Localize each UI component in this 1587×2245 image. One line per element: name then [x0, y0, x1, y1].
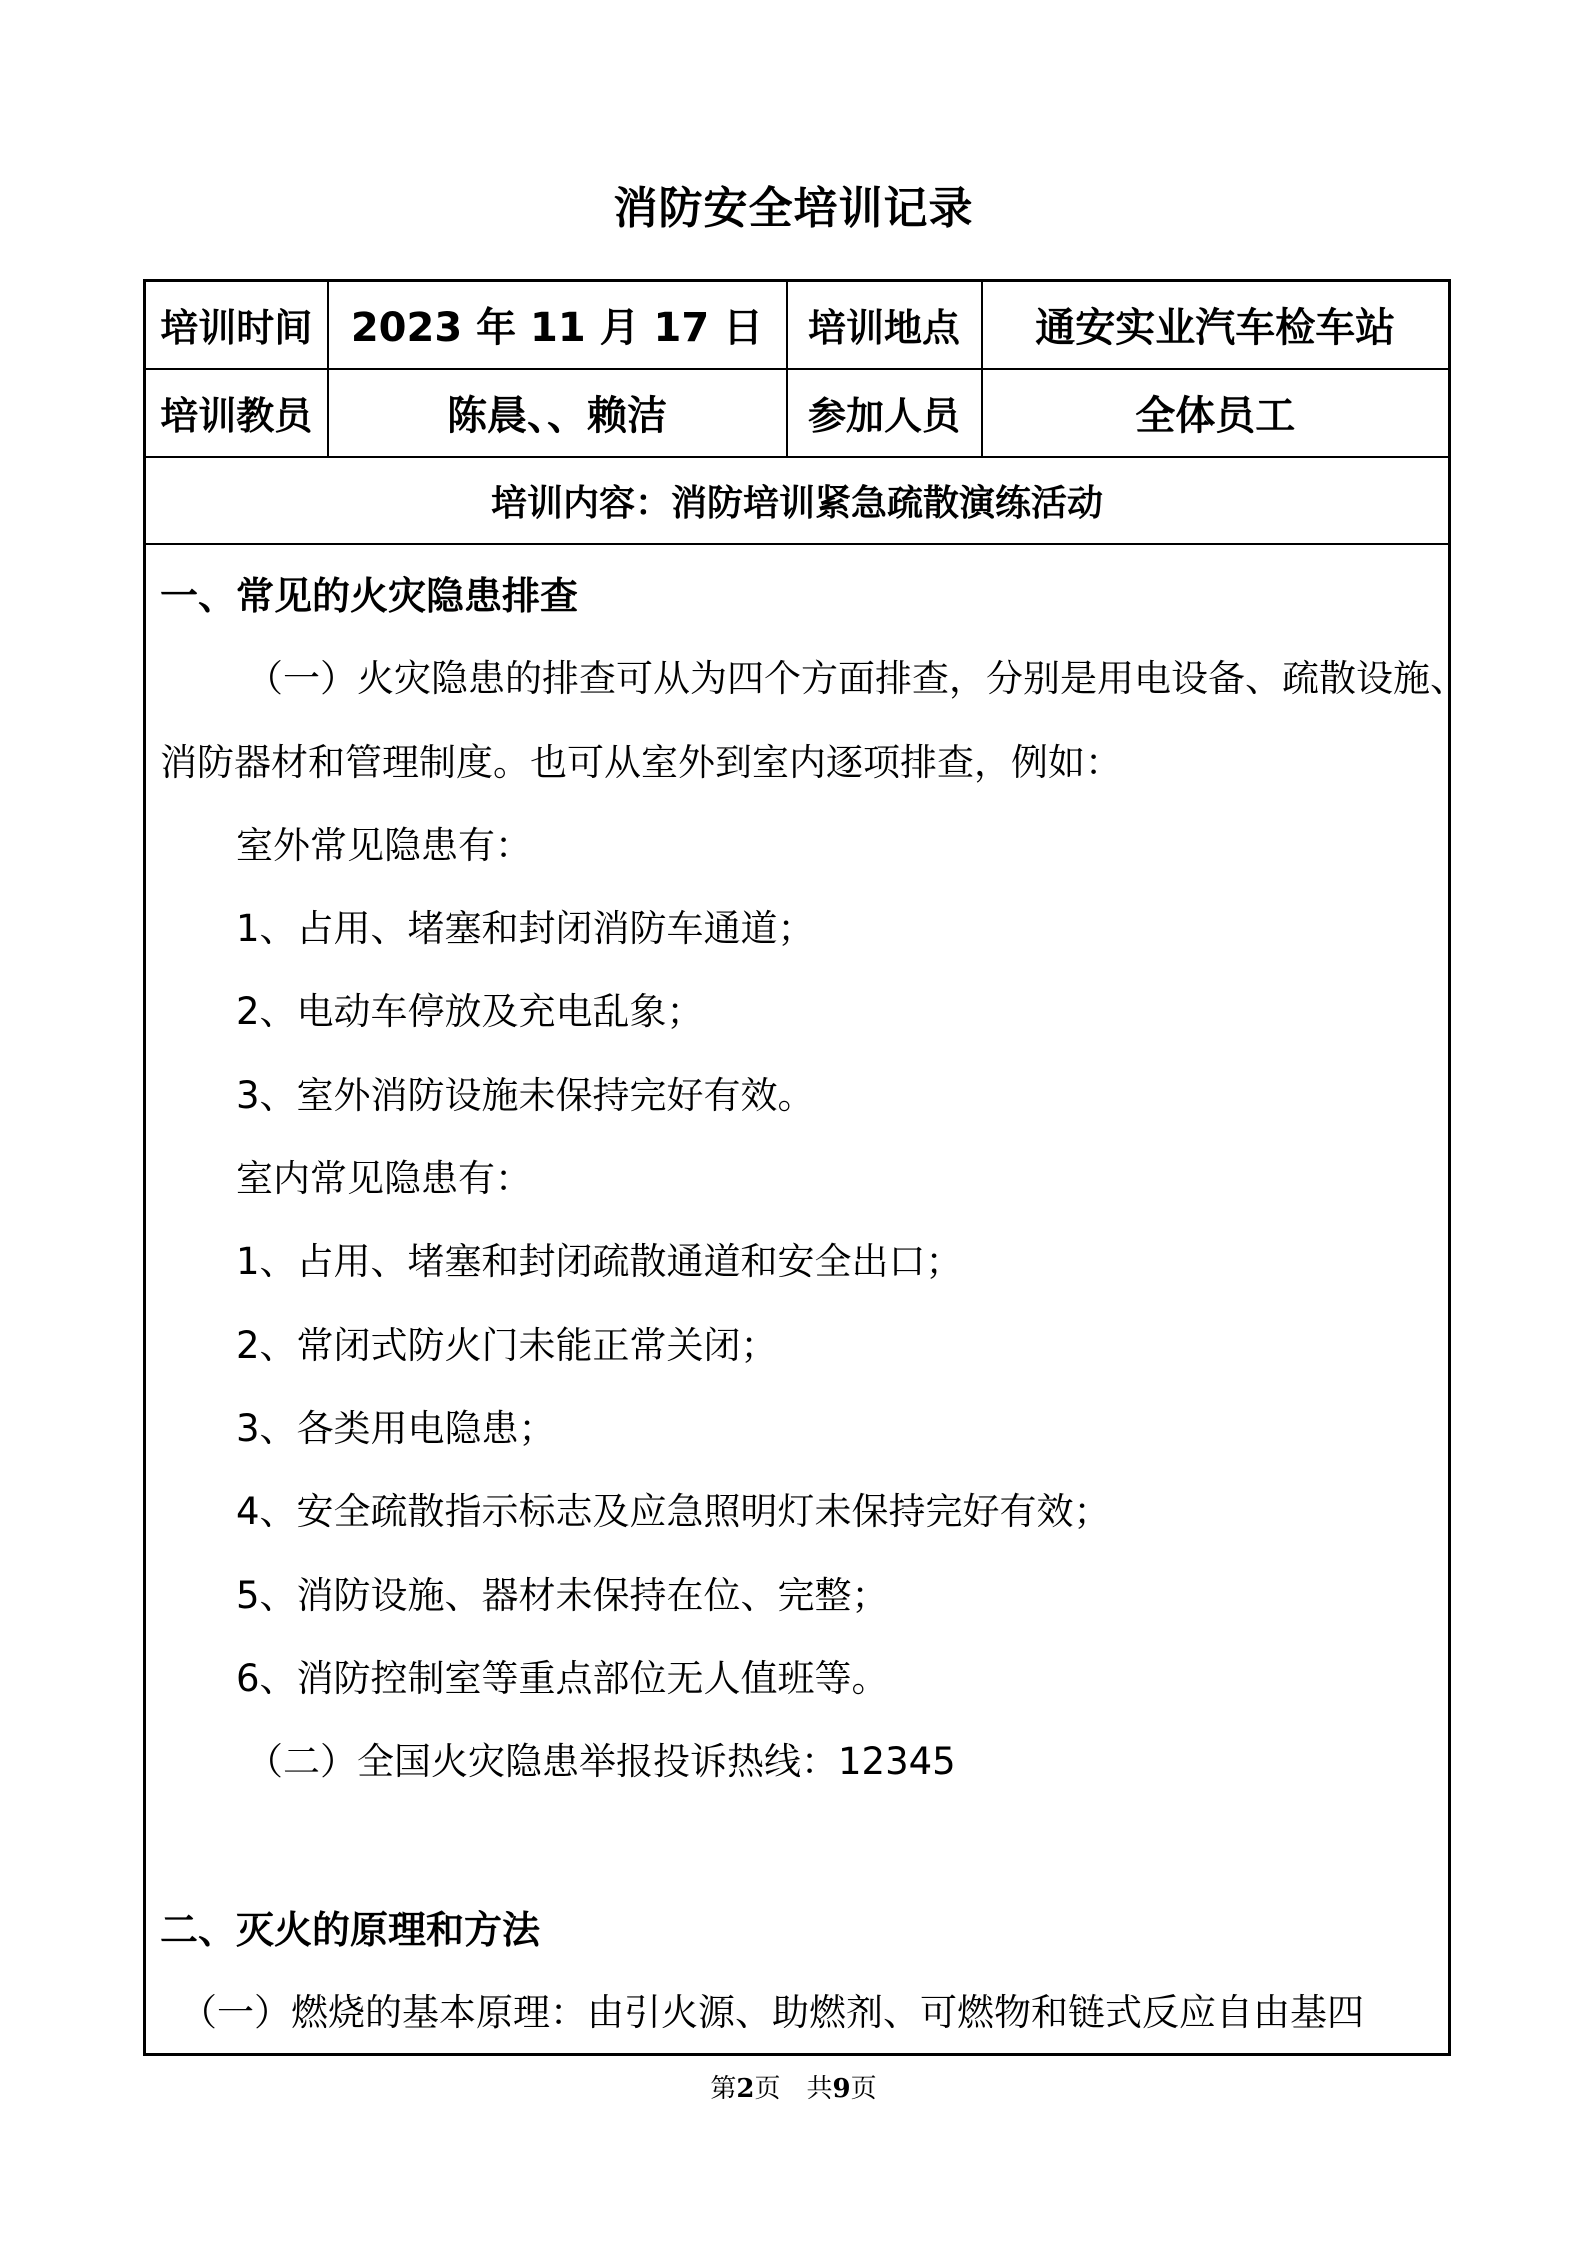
trainer-value: 陈晨、、赖洁	[328, 369, 787, 457]
indoor-item: 4、安全疏散指示标志及应急照明灯未保持完好有效；	[236, 1489, 1111, 1533]
indoor-item: 5、消防设施、器材未保持在位、完整；	[236, 1573, 889, 1617]
section1-heading: 一、常见的火灾隐患排查	[160, 573, 579, 618]
outdoor-item: 1、占用、堵塞和封闭消防车通道；	[236, 906, 815, 950]
s1-paragraph-line2: 消防器材和管理制度。也可从室外到室内逐项排查，例如：	[160, 740, 1122, 784]
header-row-trainer-participants	[145, 369, 1450, 457]
trainer-label: 培训教员	[145, 369, 328, 457]
indoor-item: 3、各类用电隐患；	[236, 1406, 556, 1450]
indoor-item: 1、占用、堵塞和封闭疏散通道和安全出口；	[236, 1239, 963, 1283]
document-title: 消防安全培训记录	[613, 183, 974, 234]
training-place-label: 培训地点	[787, 281, 982, 369]
participants-value: 全体员工	[982, 369, 1450, 457]
page-footer	[0, 2068, 1587, 2105]
footer-page-number: 2	[736, 2074, 755, 2104]
hotline-line: （二）全国火灾隐患举报投诉热线：12345	[246, 1739, 956, 1783]
training-content-body	[145, 544, 1467, 2055]
outdoor-item: 2、电动车停放及充电乱象；	[236, 989, 704, 1033]
footer-mid: 页 共	[754, 2074, 833, 2104]
training-record-table	[143, 279, 1467, 2056]
outdoor-item: 3、室外消防设施未保持完好有效。	[236, 1073, 815, 1117]
header-row-time-place	[145, 281, 1450, 369]
content-title-row	[145, 457, 1450, 544]
indoor-item: 6、消防控制室等重点部位无人值班等。	[236, 1656, 889, 1700]
outdoor-hazards-heading: 室外常见隐患有：	[236, 823, 532, 867]
training-place-value: 通安实业汽车检车站	[982, 281, 1450, 369]
training-time-label: 培训时间	[145, 281, 328, 369]
content-body-row	[145, 544, 1450, 2055]
indoor-item: 2、常闭式防火门未能正常关闭；	[236, 1323, 778, 1367]
training-content-title: 培训内容：消防培训紧急疏散演练活动	[145, 457, 1450, 544]
s2-paragraph-line1: （一）燃烧的基本原理：由引火源、助燃剂、可燃物和链式反应自由基四	[180, 1990, 1364, 2034]
footer-suffix: 页	[850, 2074, 877, 2104]
s1-paragraph-line1: （一）火灾隐患的排查可从为四个方面排查，分别是用电设备、疏散设施、	[246, 656, 1467, 700]
participants-label: 参加人员	[787, 369, 982, 457]
training-time-value: 2023 年 11 月 17 日	[328, 281, 787, 369]
section2-heading: 二、灭火的原理和方法	[160, 1907, 541, 1952]
footer-total-pages: 9	[832, 2074, 851, 2104]
footer-prefix: 第	[710, 2074, 737, 2104]
indoor-hazards-heading: 室内常见隐患有：	[236, 1156, 532, 1200]
